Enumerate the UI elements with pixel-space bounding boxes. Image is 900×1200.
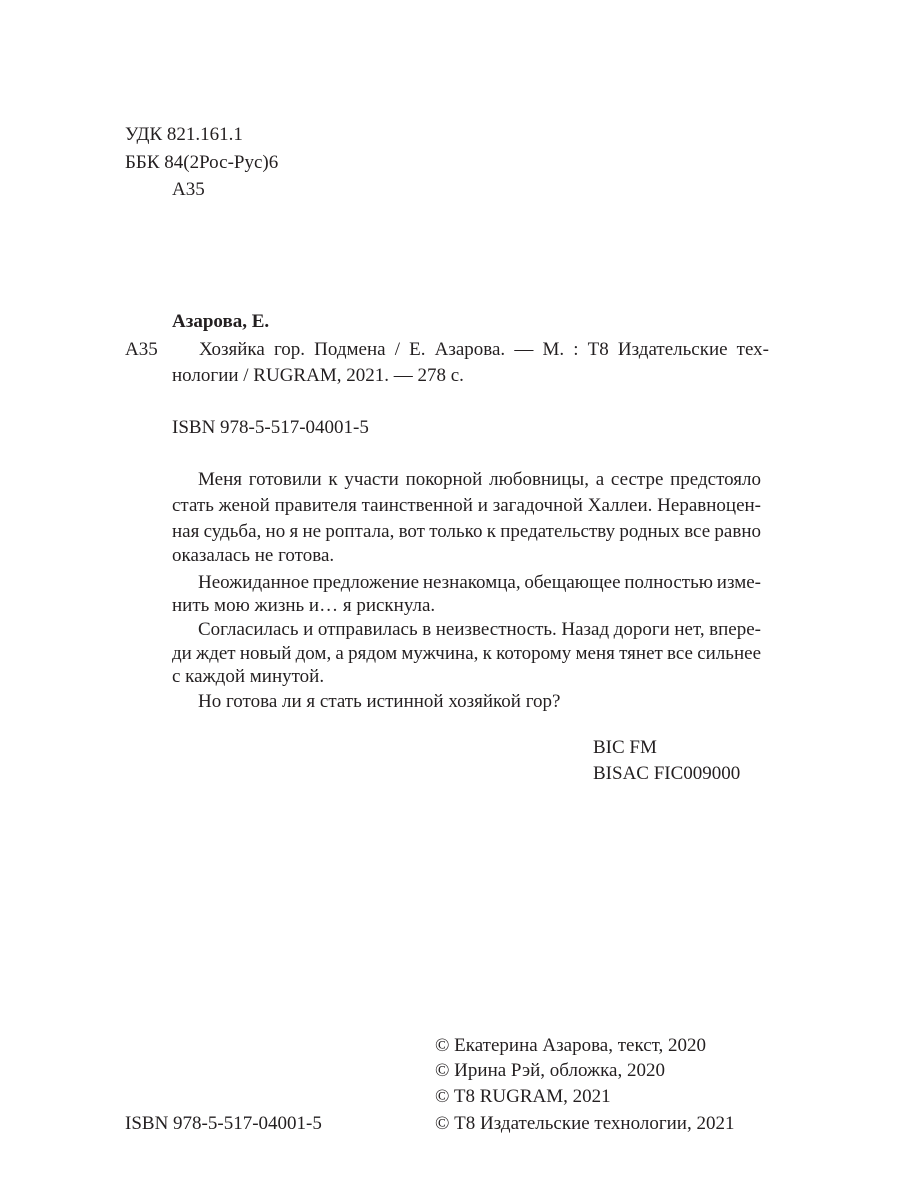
annotation-line: Но готова ли я стать истинной хозяйкой гор? <box>198 691 561 712</box>
record-description-line: Хозяйка гор. Подмена / Е. Азарова. — М. : Т8 Издательские тех- <box>199 339 769 360</box>
record-author-mark: А35 <box>125 339 158 360</box>
author-heading: Азарова, Е. <box>172 311 270 332</box>
udk-code: УДК 821.161.1 <box>125 124 243 145</box>
copyright-line: © Екатерина Азарова, текст, 2020 <box>435 1035 707 1056</box>
annotation-line: Меня готовили к участи покорной любовницы, а сестре предстояло <box>198 469 761 490</box>
bisac-code: BISAC FIC009000 <box>593 763 741 784</box>
footer-isbn: ISBN 978-5-517-04001-5 <box>125 1113 322 1134</box>
annotation-line: ная судьба, но я не роптала, вот только к предательству родных все равно <box>172 521 761 542</box>
copyright-line: © Т8 Издательские технологии, 2021 <box>435 1113 735 1134</box>
annotation-line: нить мою жизнь и… я рискнула. <box>172 595 436 616</box>
annotation-line: Неожиданное предложение незнакомца, обещающее полностью изме- <box>198 572 761 593</box>
annotation-line: стать женой правителя таинственной и загадочной Халлеи. Неравноцен- <box>172 495 761 516</box>
author-mark: А35 <box>172 179 205 200</box>
annotation-line: с каждой минутой. <box>172 666 325 687</box>
record-isbn: ISBN 978-5-517-04001-5 <box>172 417 369 438</box>
record-description-line: нологии / RUGRAM, 2021. — 278 с. <box>172 365 464 386</box>
annotation-line: оказалась не готова. <box>172 545 335 566</box>
copyright-line: © Ирина Рэй, обложка, 2020 <box>435 1060 665 1081</box>
annotation-line: Согласилась и отправилась в неизвестность. Назад дороги нет, впере- <box>198 619 761 640</box>
bic-code: BIC FM <box>593 737 657 758</box>
copyright-line: © T8 RUGRAM, 2021 <box>435 1086 611 1107</box>
annotation-line: ди ждет новый дом, а рядом мужчина, к которому меня тянет все сильнее <box>172 643 761 664</box>
bbk-code: ББК 84(2Рос-Рус)6 <box>125 152 279 173</box>
